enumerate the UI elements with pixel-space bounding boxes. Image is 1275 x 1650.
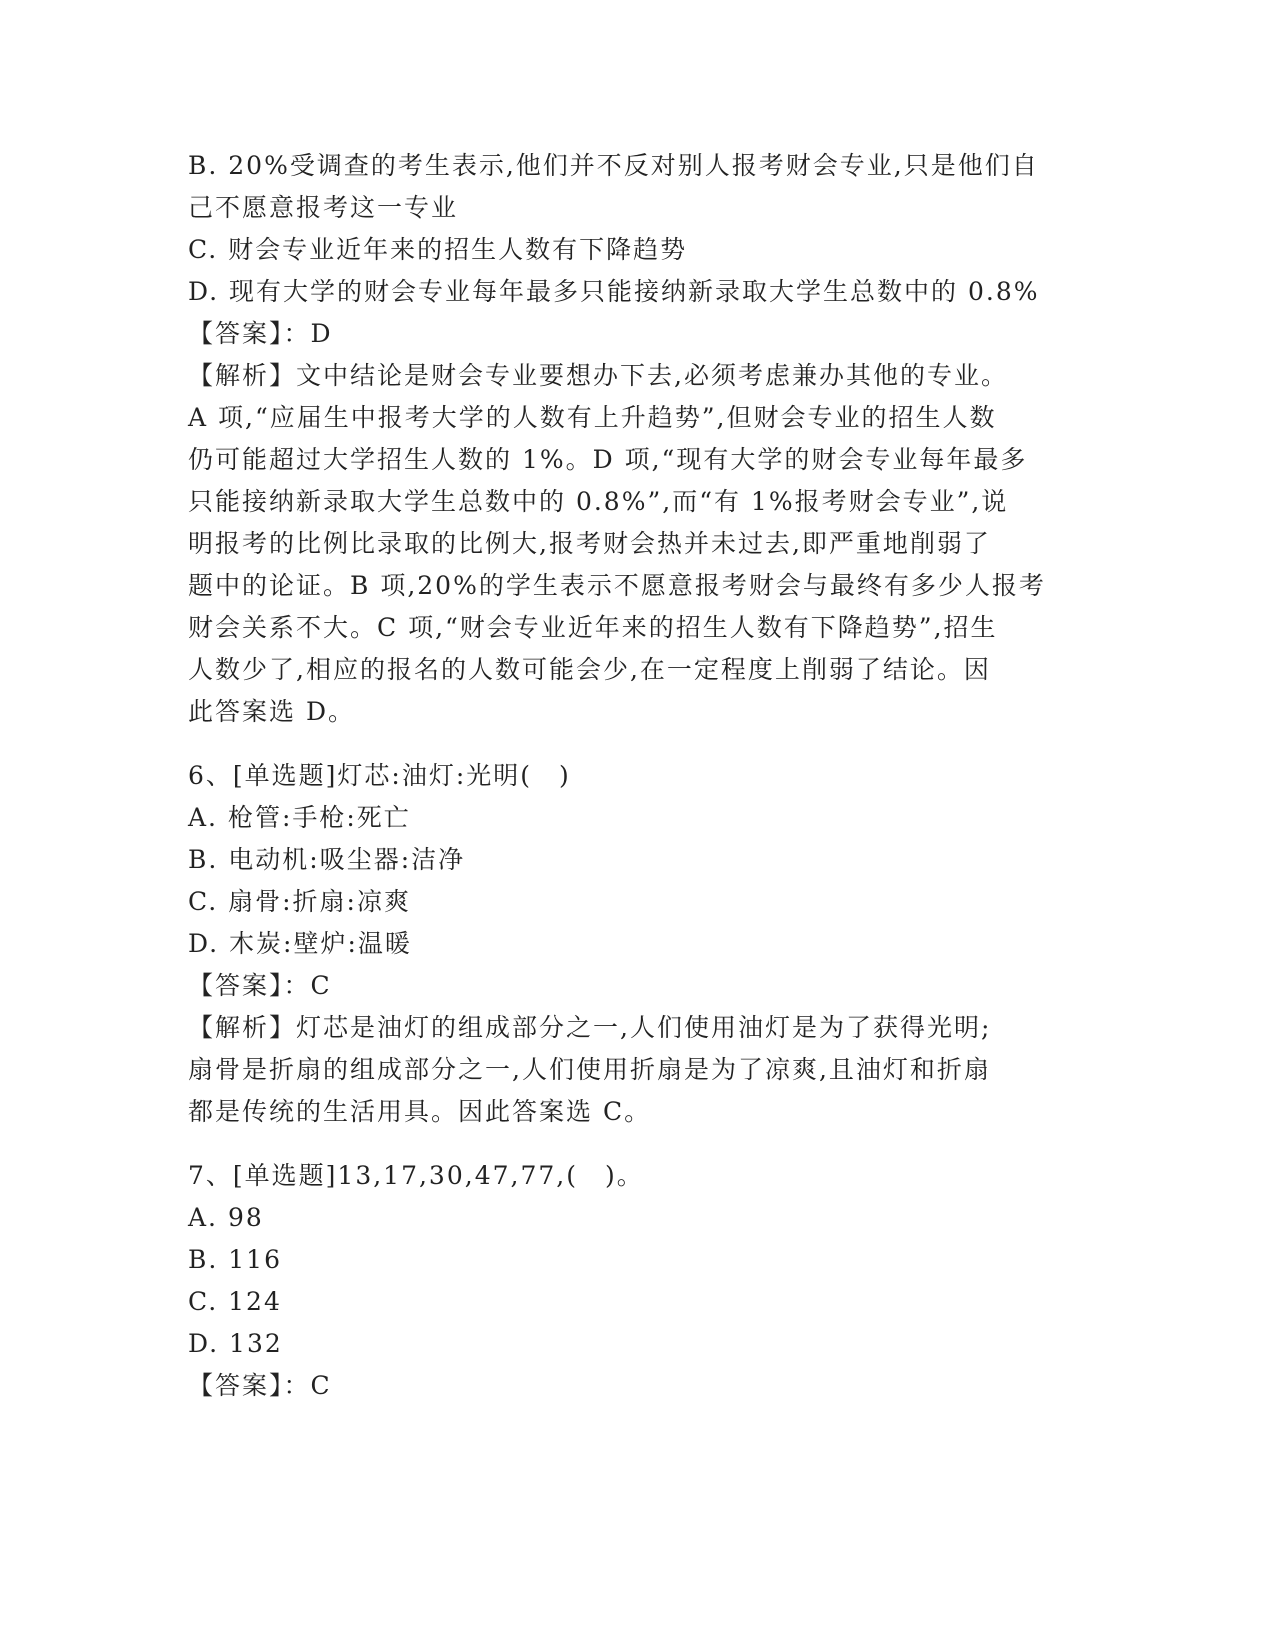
analysis-line: 人数少了,相应的报名的人数可能会少,在一定程度上削弱了结论。因 <box>188 655 991 684</box>
option-d: D. 木炭:壁炉:温暖 <box>188 929 412 958</box>
answer: 【答案】：C <box>188 971 332 1000</box>
analysis-line: 扇骨是折扇的组成部分之一,人们使用折扇是为了凉爽,且油灯和折扇 <box>188 1055 991 1084</box>
option-c: C. 扇骨:折扇:凉爽 <box>188 887 411 916</box>
option-b-line-1: B. 20%受调查的考生表示,他们并不反对别人报考财会专业,只是他们自 <box>188 151 1039 180</box>
analysis-line: 题中的论证。B 项,20%的学生表示不愿意报考财会与最终有多少人报考 <box>188 571 1046 600</box>
option-c: C. 财会专业近年来的招生人数有下降趋势 <box>188 235 688 264</box>
option-d: D. 132 <box>188 1329 283 1358</box>
question-6 <box>188 755 1088 1133</box>
spacer <box>188 733 1088 755</box>
analysis-line: 财会关系不大。C 项,“财会专业近年来的招生人数有下降趋势”,招生 <box>188 613 998 642</box>
option-b-line-2: 己不愿意报考这一专业 <box>188 193 459 222</box>
option-c: C. 124 <box>188 1287 282 1316</box>
analysis-line: 【解析】文中结论是财会专业要想办下去,必须考虑兼办其他的专业。 <box>188 361 1008 390</box>
analysis-line: 此答案选 D。 <box>188 697 355 726</box>
option-b: B. 电动机:吸尘器:洁净 <box>188 845 466 874</box>
question-5-continuation <box>188 145 1088 733</box>
answer: 【答案】：D <box>188 319 333 348</box>
analysis-line: 只能接纳新录取大学生总数中的 0.8%”,而“有 1%报考财会专业”,说 <box>188 487 1009 516</box>
option-a: A. 98 <box>188 1203 264 1232</box>
question-stem: 7、[单选题]13,17,30,47,77,( )。 <box>188 1161 644 1190</box>
spacer <box>188 1133 1088 1155</box>
analysis-line: 【解析】灯芯是油灯的组成部分之一,人们使用油灯是为了获得光明; <box>188 1013 992 1042</box>
analysis-line: 都是传统的生活用具。因此答案选 C。 <box>188 1097 652 1126</box>
option-a: A. 枪管:手枪:死亡 <box>188 803 411 832</box>
analysis-line: A 项,“应届生中报考大学的人数有上升趋势”,但财会专业的招生人数 <box>188 403 997 432</box>
answer: 【答案】：C <box>188 1371 332 1400</box>
analysis-line: 仍可能超过大学招生人数的 1%。D 项,“现有大学的财会专业每年最多 <box>188 445 1028 474</box>
question-stem: 6、[单选题]灯芯:油灯:光明( ) <box>188 761 571 790</box>
option-b: B. 116 <box>188 1245 282 1274</box>
question-7 <box>188 1155 1088 1407</box>
option-d: D. 现有大学的财会专业每年最多只能接纳新录取大学生总数中的 0.8% <box>188 277 1040 306</box>
document-page <box>188 145 1088 1407</box>
analysis-line: 明报考的比例比录取的比例大,报考财会热并未过去,即严重地削弱了 <box>188 529 991 558</box>
